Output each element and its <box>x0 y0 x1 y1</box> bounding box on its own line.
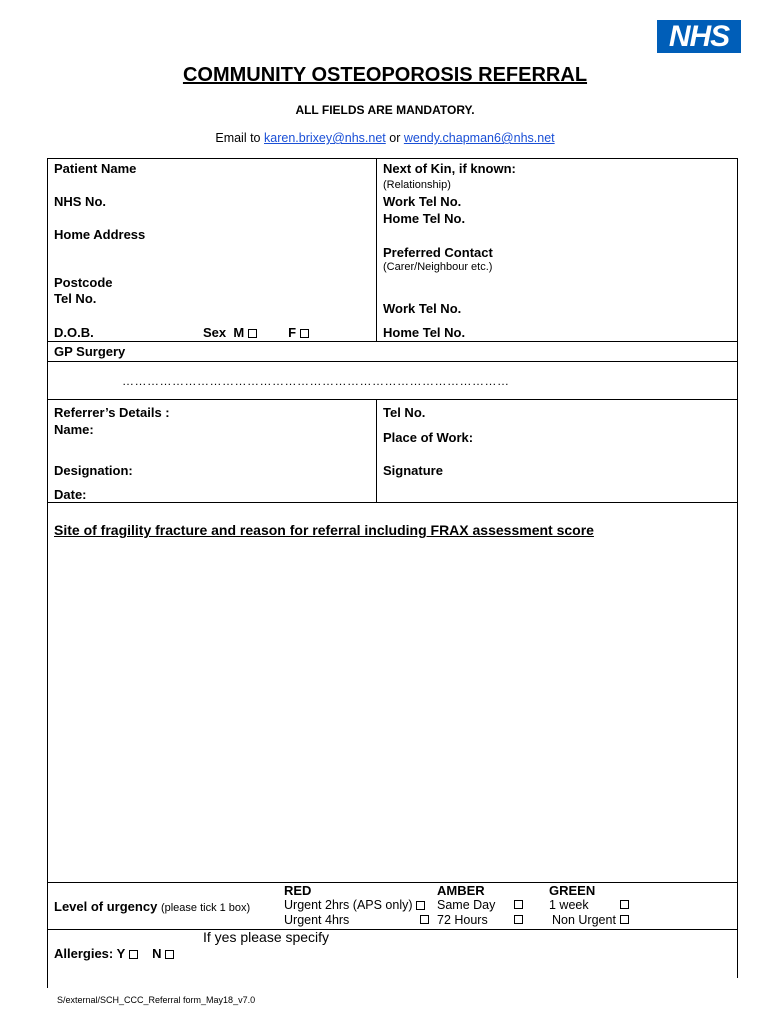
gp-surgery-label: GP Surgery <box>54 344 126 359</box>
amber-72hours-label: 72 Hours <box>437 913 488 927</box>
gp-surgery-dotted-line: ………………………………………………………………………………… <box>122 374 510 388</box>
allergies-yes-label: Y <box>116 946 126 961</box>
col-divider-referrer <box>376 399 377 502</box>
allergies-no-checkbox[interactable] <box>165 950 174 959</box>
frame-left <box>47 158 48 988</box>
preferred-work-tel-label: Work Tel No. <box>383 301 462 316</box>
row-divider-fracture <box>47 502 738 503</box>
red-title: RED <box>284 883 312 898</box>
amber-title: AMBER <box>437 883 485 898</box>
next-of-kin-label: Next of Kin, if known: <box>383 161 516 176</box>
green-title: GREEN <box>549 883 596 898</box>
referrer-tel-label: Tel No. <box>383 405 426 420</box>
green-1week-label: 1 week <box>549 898 589 912</box>
red-option-2hrs <box>284 898 425 912</box>
email-link-karen[interactable]: karen.brixey@nhs.net <box>264 131 386 145</box>
nhs-no-label: NHS No. <box>54 194 106 209</box>
sex-male-label: M <box>233 325 245 340</box>
email-or: or <box>389 131 401 145</box>
kin-work-tel-label: Work Tel No. <box>383 194 462 209</box>
frame-top <box>47 158 738 159</box>
allergies-field <box>54 946 174 961</box>
row-divider-referrer <box>47 399 738 400</box>
carer-hint: (Carer/Neighbour etc.) <box>383 261 493 273</box>
email-link-wendy[interactable]: wendy.chapman6@nhs.net <box>403 131 555 145</box>
tel-no-label: Tel No. <box>54 291 97 306</box>
date-label: Date: <box>54 487 87 502</box>
mandatory-notice: ALL FIELDS ARE MANDATORY. <box>295 103 475 117</box>
place-of-work-label: Place of Work: <box>383 430 474 445</box>
red-option-4hrs <box>284 913 349 927</box>
patient-name-label: Patient Name <box>54 161 137 176</box>
row-divider-urgency <box>47 882 738 883</box>
nhs-logo: NHS <box>657 20 741 53</box>
col-divider-top <box>376 158 377 342</box>
allergies-specify-label: If yes please specify <box>203 929 330 945</box>
urgency-field <box>54 899 250 914</box>
row-divider-gp-bottom <box>47 361 738 362</box>
designation-label: Designation: <box>54 463 133 478</box>
red-2hrs-checkbox[interactable] <box>416 901 425 910</box>
postcode-label: Postcode <box>54 275 113 290</box>
green-non-urgent-label: Non Urgent <box>552 913 616 927</box>
sex-female-label: F <box>288 325 297 340</box>
sex-male-checkbox[interactable] <box>248 329 257 338</box>
amber-72hours-checkbox[interactable] <box>514 915 523 924</box>
home-address-label: Home Address <box>54 227 146 242</box>
preferred-contact-label: Preferred Contact <box>383 245 493 260</box>
sex-field <box>203 325 309 340</box>
dob-label: D.O.B. <box>54 325 94 340</box>
form-title: COMMUNITY OSTEOPOROSIS REFERRAL <box>182 64 588 86</box>
allergies-no-label: N <box>152 946 162 961</box>
email-line <box>0 131 770 145</box>
referrer-name-label: Name: <box>54 422 94 437</box>
allergies-yes-checkbox[interactable] <box>129 950 138 959</box>
frame-right <box>737 158 738 978</box>
red-4hrs-label: Urgent 4hrs <box>284 913 350 927</box>
red-2hrs-label: Urgent 2hrs (APS only) <box>284 898 413 912</box>
signature-label: Signature <box>383 463 443 478</box>
urgency-hint: (please tick 1 box) <box>160 902 251 914</box>
amber-same-day-checkbox[interactable] <box>514 900 523 909</box>
sex-female-checkbox[interactable] <box>300 329 309 338</box>
kin-home-tel-label: Home Tel No. <box>383 211 466 226</box>
relationship-hint: (Relationship) <box>383 179 451 191</box>
allergies-label: Allergies: <box>54 946 114 961</box>
green-non-urgent-checkbox[interactable] <box>620 915 629 924</box>
email-prefix: Email to <box>215 131 261 145</box>
fracture-section-heading: Site of fragility fracture and reason for referral including FRAX assessment score <box>54 522 594 538</box>
row-divider-allergies <box>47 929 738 930</box>
row-divider-gp <box>47 341 738 342</box>
sex-label: Sex <box>203 325 227 340</box>
green-1week-checkbox[interactable] <box>620 900 629 909</box>
document-footer: S/external/SCH_CCC_Referral form_May18_v7.0 <box>57 995 256 1005</box>
referrer-details-label: Referrer’s Details : <box>54 405 170 420</box>
urgency-label: Level of urgency <box>54 899 158 914</box>
amber-same-day-label: Same Day <box>437 898 496 912</box>
red-4hrs-checkbox[interactable] <box>420 915 429 924</box>
preferred-home-tel-label: Home Tel No. <box>383 325 466 340</box>
